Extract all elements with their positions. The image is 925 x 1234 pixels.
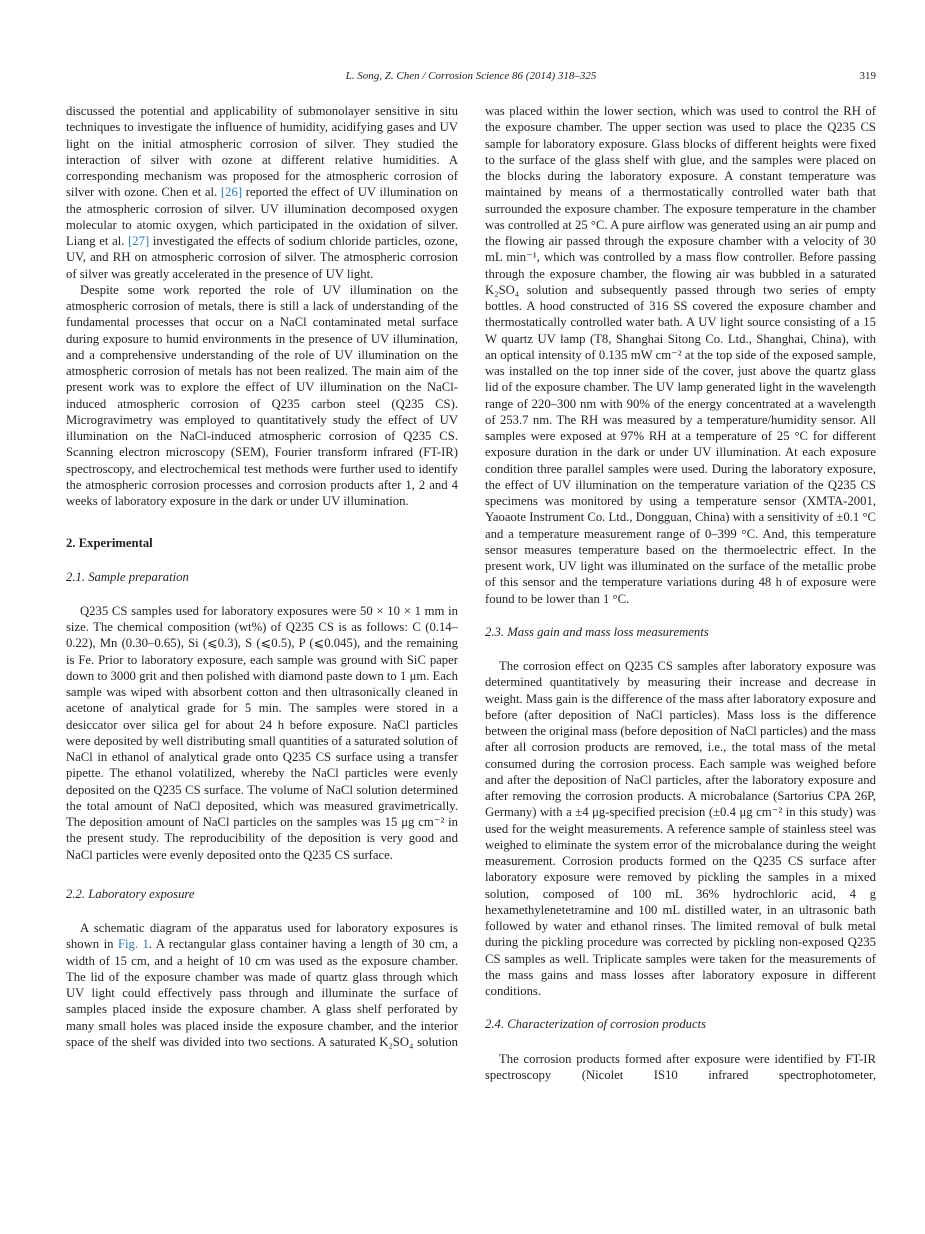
reference-link[interactable]: [26]	[220, 185, 243, 200]
subsection-heading-sample-preparation: 2.1. Sample preparation	[66, 569, 189, 584]
left-column	[66, 103, 458, 1050]
text-segment: . A rectangular glass container having a length of 30 cm, a width of 15 cm, and a height of 10 cm was used as the exposure chamber. The lid of the exposure chamber was made of quartz glass through which UV light could effectively pass through and illuminate the surface of samples placed inside the exposure chamber. A glass shelf perforated by many small holes was placed inside the exposure chamber, and the interior space of the shelf was divided into two sections. A saturated K₂SO₄ solution	[66, 937, 459, 1049]
journal-citation: L. Song, Z. Chen / Corrosion Science 86 (2014) 318–325	[345, 70, 597, 82]
text-segment: The corrosion effect on Q235 CS samples after laboratory exposure was determined quantitatively by measuring their increase and decrease in weight. Mass gain is the difference of the mass after laboratory exposure and before (after deposition of NaCl particles). Mass loss is the difference between the original mass (before deposition of NaCl particles) and the mass after all corrosion products are removed, i.e., the total mass of the metal consumed during the corrosion process. Each sample was weighed before and after the deposition of NaCl particles, after the laboratory exposure and after removing the corrosion products. A microbalance (Sartorius CPA 26P, Germany) with a ±4 μg-specified precision (±0.4 μg cm⁻² in this study) was used for the weight measurements. A reference sample of stainless steel was weighed to eliminate the system error of the microbalance during the weight measurement. Corrosion products formed on the Q235 CS surface after laboratory exposure were removed by pickling the samples in a mixed solution, composed of 100 mL 36% hydrochloric acid, 4 g hexamethylenetetramine and 100 mL distilled water, in an ultrasonic bath followed by water and ethanol rinses. The limited removal of bulk metal during the pickling procedure was corrected by pickling non-exposed Q235 CS samples as well. Triplicate samples were taken for the measurements of the mass gains and mass losses after laboratory exposure in different conditions.	[485, 659, 876, 998]
paragraph-sample-preparation	[66, 603, 458, 863]
paragraph-aim	[66, 282, 458, 510]
text-segment: Despite some work reported the role of UV illumination on the atmospheric corrosion of metals, there is still a lack of understanding of the fundamental processes that occur on a NaCl contaminated metal surface during exposure to humid environments in the presence of UV illumination, and a comprehensive understanding of the role of UV illumination on the atmospheric corrosion of metals has not been realized. The main aim of the present work was to explore the effect of UV illumination on the NaCl-induced atmospheric corrosion of Q235 carbon steel (Q235 CS). Microgravimetry was employed to quantitatively study the effect of UV illumination on the NaCl-induced atmospheric corrosion of Q235 CS. Scanning electron microscopy (SEM), Fourier transform infrared (FT-IR) spectroscopy, and electrochemical test methods were further used to identify the atmospheric corrosion processes and corrosion products after 1, 2 and 4 weeks of laboratory exposure in the dark or under UV illumination.	[66, 282, 458, 508]
section-heading-experimental: 2. Experimental	[66, 536, 153, 551]
reference-link[interactable]: Fig. 1	[117, 937, 149, 952]
subsection-heading-characterization: 2.4. Characterization of corrosion products	[485, 1017, 707, 1032]
reference-link[interactable]: [27]	[128, 234, 150, 248]
subsection-heading-laboratory-exposure: 2.2. Laboratory exposure	[66, 886, 195, 901]
text-segment: discussed the potential and applicability of submonolayer sensitive in situ techniques to investigate the influence of humidity, acidifying gases and UV light on the initial atmospheric corrosion of silver. They studied the interaction of silver with ozone at different relative humidities. A corresponding mechanism was proposed for the atmospheric corrosion of silver with ozone. Chen et al.	[66, 104, 458, 200]
paragraph-characterization	[485, 1051, 876, 1084]
text-segment: Q235 CS samples used for laboratory exposures were 50 × 10 × 1 mm in size. The chemical composition (wt%) of Q235 CS is as follows: C (0.14–0.22), Mn (0.30–0.65), Si (⩽0.3), S (⩽0.5), P (⩽0.045), and the remaining is Fe. Prior to laboratory exposure, each sample was ground with SiC paper down to 3000 grit and then polished with diamond paste down to 1 μm. Each sample was wiped with absorbent cotton and then ultrasonically cleaned in acetone of analytical grade for 5 min. The samples were stored in a desiccator over silica gel for about 24 h before exposure. NaCl particles were deposited by well distributing small quantities of a saturated solution of NaCl in ethanol of analytical grade onto Q235 CS surface using a transfer pipette. The ethanol volatilized, whereby the NaCl particles were evenly deposited on the Q235 CS surface. The volume of NaCl solution determined the total amount of NaCl deposited, which was measured gravimetrically. The deposition amount of NaCl particles on the samples was 15 μg cm⁻² in the present study. The reproducibility of the deposition is very good and NaCl particles were evenly deposited onto the Q235 CS surface.	[66, 603, 458, 862]
page-number: 319	[859, 70, 876, 82]
text-segment: investigated the effects of sodium chloride particles, ozone, UV, and RH on atmospheric corrosion of silver. The atmospheric corrosion of silver was greatly accelerated in the presence of UV light.	[66, 234, 458, 281]
subsection-heading-mass-measurements: 2.3. Mass gain and mass loss measurements	[485, 624, 709, 639]
paragraph-laboratory-exposure	[66, 920, 458, 1050]
text-segment: was placed within the lower section, which was used to control the RH of the exposure chamber. The upper section was used to place the Q235 CS sample for laboratory exposure. Glass blocks of different heights were fixed to the surface of the glass shelf with glue, and the samples were placed on the blocks during the laboratory exposure. A constant temperature was maintained by means of a thermostatically controlled water bath that surrounded the exposure chamber. The exposure temperature in the chamber was controlled at 25 °C. A pure airflow was generated using an air pump and the flowing air passed through the exposure chamber with a velocity of 30 mL min⁻¹, which was controlled by a mass flow controller. Before passing through the exposure chamber, the flowing air was bubbled in a saturated K₂SO₄ solution and subsequently passed through two series of empty bottles. A hood constructed of 316 SS covered the exposure chamber and thermostatically controlled water bath. A UV light source consisting of a 15 W quartz UV lamp (T8, Shanghai Sitong Co. Ltd., Shanghai, China), with an optical intensity of 0.135 mW cm⁻² at the top side of the exposed sample, was installed on the top inner side of the cover, just above the quartz glass lid of the exposure chamber. The UV lamp generated light in the wavelength range of 220–300 nm with 90% of the energy concentrated at a wavelength of 253.7 nm. The RH was measured by a temperature/humidity sensor. All samples were exposed at 97% RH at a temperature of 25 °C for different exposure duration in the dark or under UV illumination. At each exposure condition three parallel samples were used. During the laboratory exposure, the effect of UV illumination on the temperature variation of the Q235 CS specimens was monitored by using a temperature sensor (XMTA-2001, Yaoaote Instrument Co. Ltd., Dongguan, China) with a sensitivity of ±0.1 °C and a temperature measurement range of 0–399 °C. And, this temperature sensor measures temperature based on the thermoelectric effect. In the present work, UV light was illuminated on the surface of the metallic probe of this sensor and the temperature variations during 48 h of exposure were found to be lower than 1 °C.	[485, 104, 876, 606]
text-segment: The corrosion products formed after exposure were identified by FT-IR spectroscopy (Nicolet IS10 infrared spectrophotometer,	[485, 1051, 876, 1082]
paragraph-mass-measurements	[485, 658, 876, 999]
text-segment: A schematic diagram of the apparatus used for laboratory exposures is shown in	[66, 921, 458, 952]
paragraph-laboratory-exposure-continued	[485, 103, 876, 607]
text-segment: reported the effect of UV illumination on the atmospheric corrosion of silver. UV illumination decomposed oxygen molecular to atomic oxygen, which participated in the oxidation of silver. Liang et al.	[66, 185, 458, 248]
right-column	[485, 103, 876, 1083]
paragraph-intro-continued	[66, 103, 458, 282]
